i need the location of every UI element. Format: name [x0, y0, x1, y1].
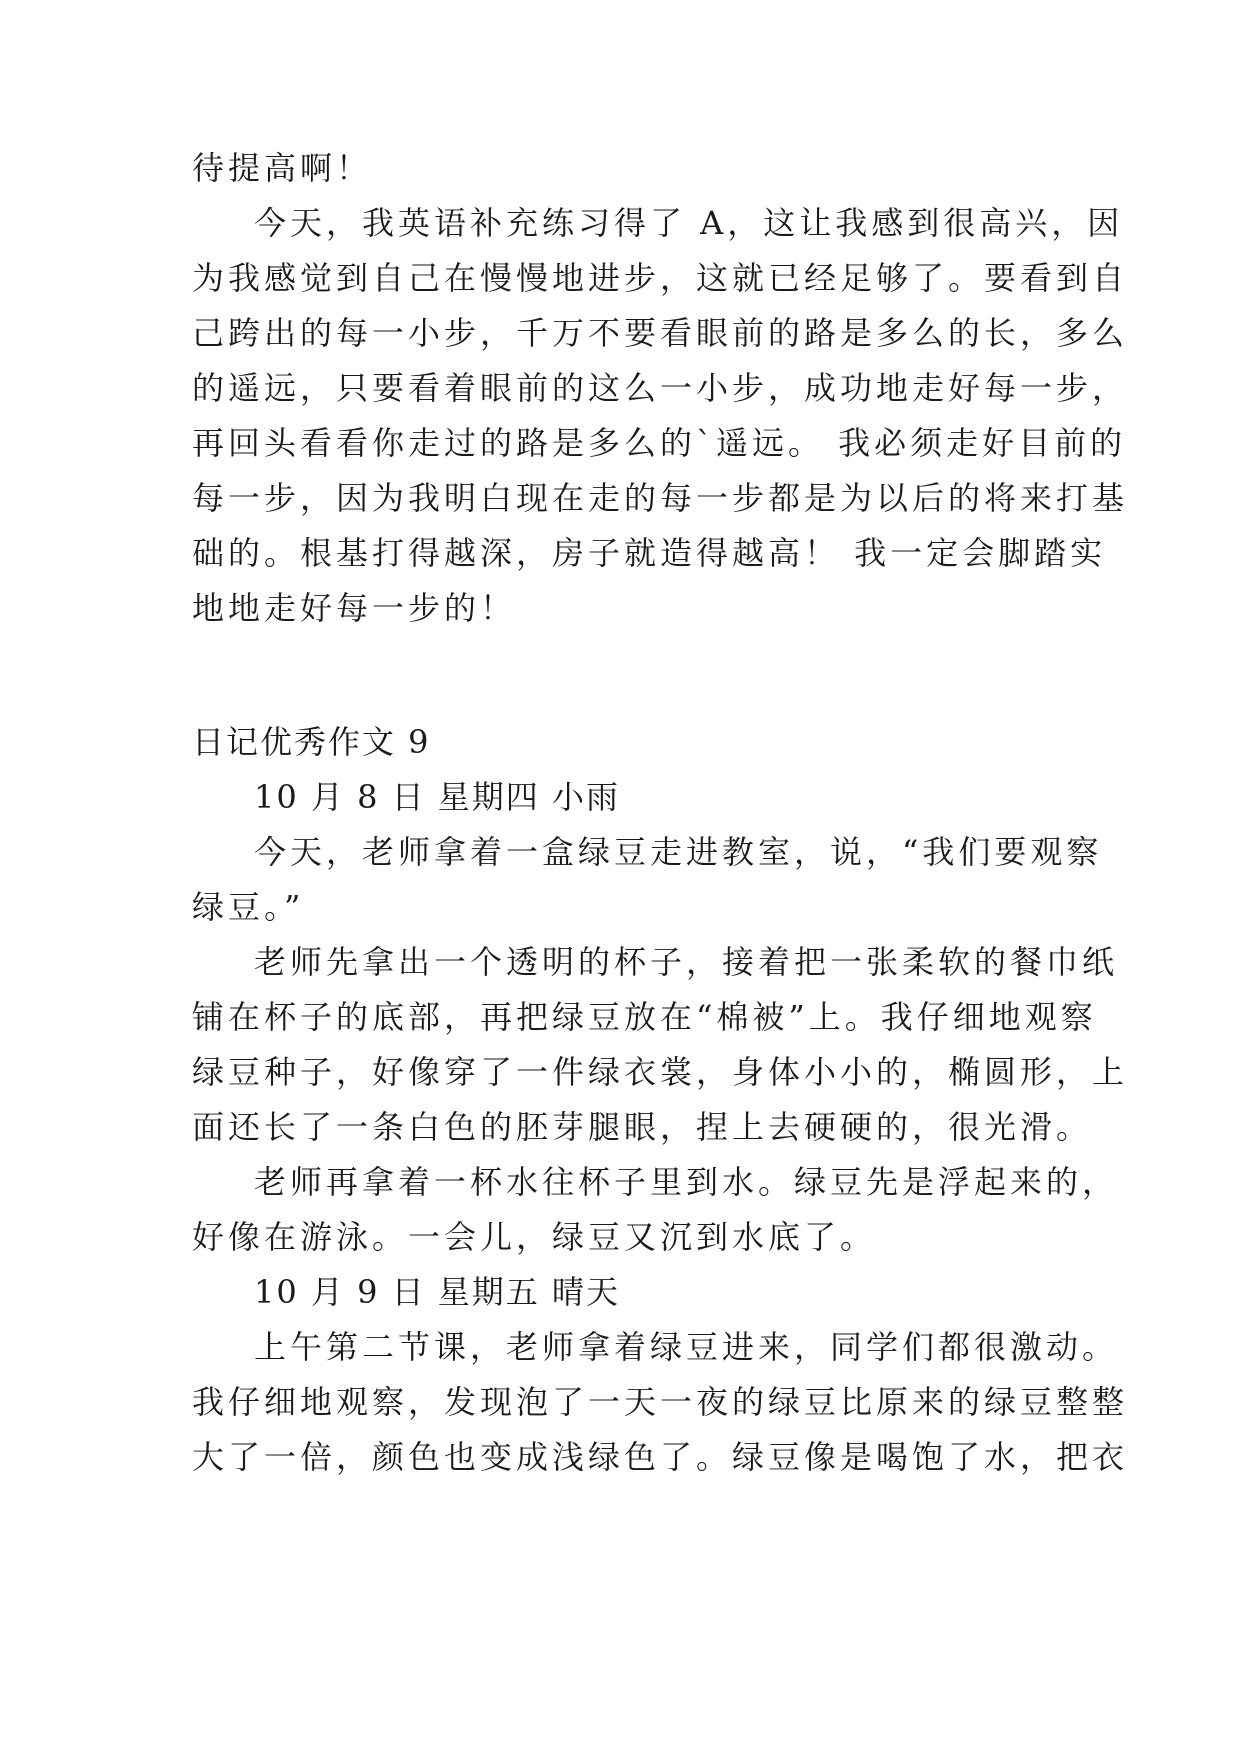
text-line: 老师先拿出一个透明的杯子，接着把一张柔软的餐巾纸	[254, 943, 1119, 981]
text-line: 面还长了一条白色的胚芽腿眼，捏上去硬硬的，很光滑。	[192, 1108, 1093, 1146]
text-line: 每一步，因为我明白现在走的每一步都是为以后的将来打基	[192, 479, 1129, 517]
text-line: 的遥远，只要看着眼前的这么一小步，成功地走好每一步，	[192, 369, 1129, 407]
text-line: 础的。根基打得越深，房子就造得越高！ 我一定会脚踏实	[192, 534, 1107, 572]
text-line: 绿豆。”	[192, 888, 305, 926]
text-line: 地地走好每一步的！	[192, 589, 517, 627]
text-line: 大了一倍，颜色也变成浅绿色了。绿豆像是喝饱了水，把衣	[192, 1438, 1129, 1476]
text-line: 老师再拿着一杯水往杯子里到水。绿豆先是浮起来的，	[254, 1163, 1119, 1201]
text-line: 铺在杯子的底部，再把绿豆放在“棉被”上。我仔细地观察	[192, 998, 1097, 1036]
text-line: 绿豆种子，好像穿了一件绿衣裳，身体小小的，椭圆形，上	[192, 1053, 1129, 1091]
text-line: 己跨出的每一小步，千万不要看眼前的路是多么的长，多么	[192, 314, 1129, 352]
text-line: 我仔细地观察，发现泡了一天一夜的绿豆比原来的绿豆整整	[192, 1383, 1129, 1421]
diary-date: 10 月 8 日 星期四 小雨	[254, 778, 620, 816]
text-line: 今天，老师拿着一盒绿豆走进教室，说，“我们要观察	[254, 833, 1103, 871]
text-line: 今天，我英语补充练习得了 A，这让我感到很高兴，因	[254, 204, 1124, 242]
text-line: 再回头看看你走过的路是多么的`遥远。 我必须走好目前的	[192, 424, 1127, 462]
diary-date: 10 月 9 日 星期五 晴天	[254, 1273, 620, 1311]
text-line: 上午第二节课，老师拿着绿豆进来，同学们都很激动。	[254, 1328, 1119, 1366]
text-line: 为我感觉到自己在慢慢地进步，这就已经足够了。要看到自	[192, 259, 1129, 297]
text-line: 好像在游泳。一会儿，绿豆又沉到水底了。	[192, 1218, 877, 1256]
section-heading: 日记优秀作文 9	[192, 723, 431, 761]
text-line: 待提高啊！	[192, 149, 373, 187]
